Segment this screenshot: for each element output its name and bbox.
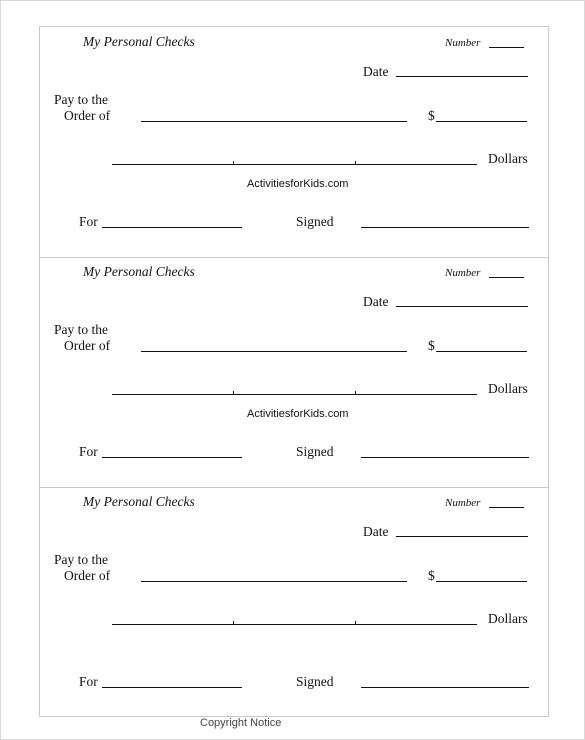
amount-field[interactable] — [436, 581, 527, 582]
date-label: Date — [363, 64, 389, 79]
date-label: Date — [363, 524, 389, 539]
date-field[interactable] — [396, 76, 528, 77]
for-label: For — [79, 674, 98, 689]
number-field[interactable] — [489, 277, 524, 278]
line-divider — [355, 391, 356, 394]
memo-field[interactable] — [102, 227, 242, 228]
pay-to-label: Pay to the — [54, 552, 108, 567]
signed-label: Signed — [296, 214, 334, 229]
check-3 — [40, 487, 548, 717]
dollar-sign: $ — [428, 568, 435, 583]
date-field[interactable] — [396, 306, 528, 307]
order-of-label: Order of — [64, 568, 111, 583]
signed-label: Signed — [296, 674, 334, 689]
signed-label: Signed — [296, 444, 334, 459]
site-label: ActivitiesforKids.com — [247, 408, 349, 420]
order-of-label: Order of — [64, 108, 111, 123]
amount-in-words-field[interactable] — [112, 394, 477, 395]
dollar-sign: $ — [428, 108, 435, 123]
check-title: My Personal Checks — [83, 34, 195, 49]
line-divider — [233, 161, 234, 164]
number-field[interactable] — [489, 47, 524, 48]
number-label: Number — [445, 37, 481, 49]
line-divider — [233, 621, 234, 624]
line-divider — [355, 621, 356, 624]
number-label: Number — [445, 267, 481, 279]
signature-field[interactable] — [361, 227, 529, 228]
check-sheet — [39, 26, 549, 717]
memo-field[interactable] — [102, 457, 242, 458]
date-field[interactable] — [396, 536, 528, 537]
dollars-label: Dollars — [488, 381, 528, 396]
memo-field[interactable] — [102, 687, 242, 688]
signature-field[interactable] — [361, 457, 529, 458]
pay-to-label: Pay to the — [54, 322, 108, 337]
check-title: My Personal Checks — [83, 264, 195, 279]
dollars-label: Dollars — [488, 151, 528, 166]
amount-field[interactable] — [436, 351, 527, 352]
payee-field[interactable] — [141, 581, 407, 582]
for-label: For — [79, 214, 98, 229]
pay-to-label: Pay to the — [54, 92, 108, 107]
payee-field[interactable] — [141, 351, 407, 352]
site-label: ActivitiesforKids.com — [247, 178, 349, 190]
order-of-label: Order of — [64, 338, 111, 353]
amount-field[interactable] — [436, 121, 527, 122]
check-2 — [40, 257, 548, 488]
number-field[interactable] — [489, 507, 524, 508]
signature-field[interactable] — [361, 687, 529, 688]
check-1 — [40, 27, 548, 258]
dollars-label: Dollars — [488, 611, 528, 626]
amount-in-words-field[interactable] — [112, 624, 477, 625]
amount-in-words-field[interactable] — [112, 164, 477, 165]
payee-field[interactable] — [141, 121, 407, 122]
line-divider — [355, 161, 356, 164]
number-label: Number — [445, 497, 481, 509]
footer-text — [200, 716, 281, 721]
check-title: My Personal Checks — [83, 494, 195, 509]
for-label: For — [79, 444, 98, 459]
date-label: Date — [363, 294, 389, 309]
dollar-sign: $ — [428, 338, 435, 353]
line-divider — [233, 391, 234, 394]
